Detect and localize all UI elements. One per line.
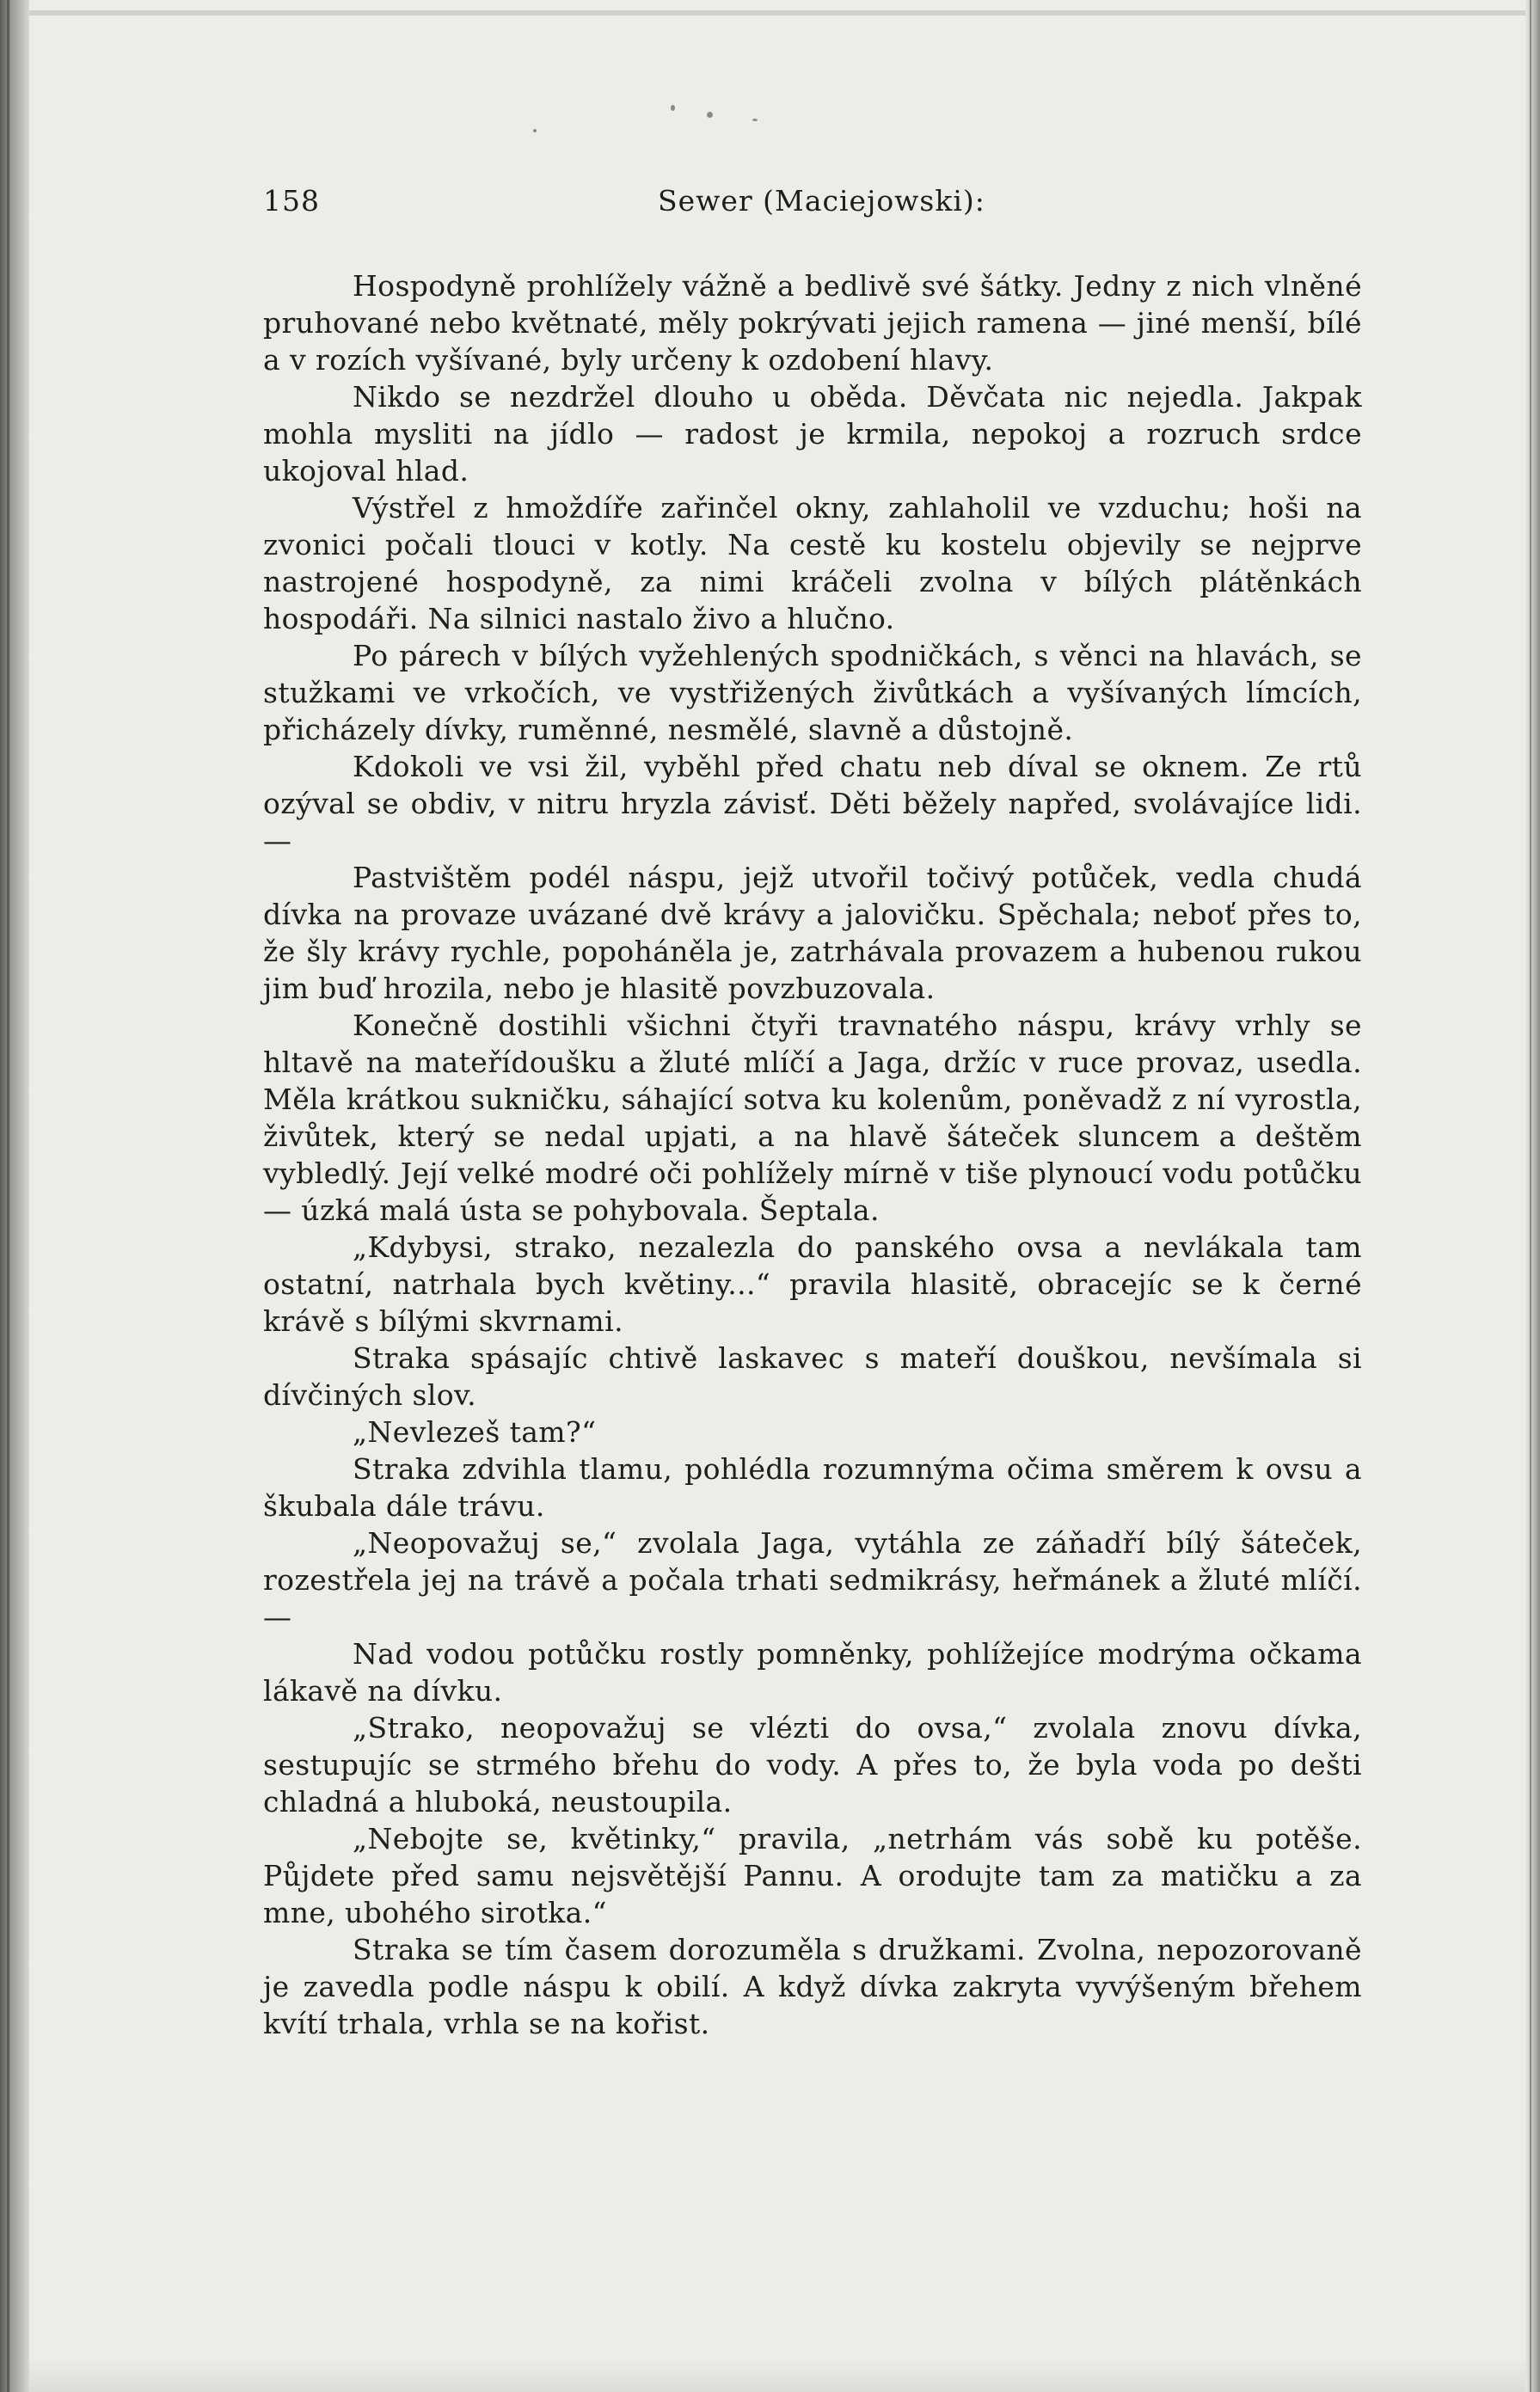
paragraph: Nikdo se nezdržel dlouho u oběda. Děvčata nic nejedla. Jakpak mohla mysliti na jídlo — radost je krmila, nepokoj a rozruch srdce ukojoval hlad. xyxy=(263,380,1362,488)
running-head: Sewer (Maciejowski): xyxy=(658,184,985,218)
paragraph: Konečně dostihli všichni čtyři travnatého náspu, krávy vrhly se hltavě na mateřídoušku a žluté mlíčí a Jaga, držíc v ruce provaz, usedla. Měla krátkou sukničku, sáhající sotva ku kolenům, poněvadž z ní vyrostla, živůtek, který se nedal upjati, a na hlavě šáteček sluncem a deštěm vybledlý. Její velké modré oči pohlížely mírně v tiše plynoucí vodu potůčku — úzká malá ústa se pohybovala. Šeptala. xyxy=(263,1009,1362,1227)
paragraph: „Neopovažuj se,“ zvolala Jaga, vytáhla ze záňadří bílý šáteček, rozestřela jej na trávě a počala trhati sedmikrásy, heřmánek a žluté mlíčí. — xyxy=(263,1526,1362,1634)
binding-shadow xyxy=(0,0,29,2392)
paragraph: Pastvištěm podél náspu, jejž utvořil točivý potůček, vedla chudá dívka na provaze uvázané dvě krávy a jalovičku. Spěchala; neboť přes to, že šly krávy rychle, popoháněla je, zatrhávala provazem a hubenou rukou jim buď hrozila, nebo je hlasitě povzbuzovala. xyxy=(263,861,1362,1005)
page-header xyxy=(263,184,1367,225)
scan-specks xyxy=(671,103,774,155)
speck-dot xyxy=(533,129,537,132)
paragraph: „Kdybysi, strako, nezalezla do panského ovsa a nevlákala tam ostatní, natrhala bych květiny...“ pravila hlasitě, obracejíc se k černé krávě s bílými skvrnami. xyxy=(263,1230,1362,1338)
paragraph: Nad vodou potůčku rostly pomněnky, pohlížejíce modrýma očkama lákavě na dívku. xyxy=(263,1637,1362,1708)
binding-line xyxy=(7,0,9,2392)
page-number: 158 xyxy=(263,184,320,218)
page-right-edge-line xyxy=(1530,0,1531,2392)
speck-dot xyxy=(707,112,713,118)
paragraph: Straka se tím časem dorozuměla s družkami. Zvolna, nepozorovaně je zavedla podle náspu k obilí. A když dívka zakryta vyvýšeným břehem kvítí trhala, vrhla se na kořist. xyxy=(263,1933,1362,2040)
paragraph: „Nebojte se, květinky,“ pravila, „netrhám vás sobě ku potěše. Půjdete před samu nejsvětější Pannu. A orodujte tam za matičku a za mne, ubohého sirotka.“ xyxy=(263,1822,1362,1929)
paragraph: Po párech v bílých vyžehlených spodničkách, s věnci na hlavách, se stužkami ve vrkočích, ve vystřižených živůtkách a vyšívaných límcích, přicházely dívky, ruměnné, nesmělé, slavně a důstojně. xyxy=(263,639,1362,746)
top-scan-shadow xyxy=(29,10,1525,15)
paragraph: Straka zdvihla tlamu, pohlédla rozumnýma očima směrem k ovsu a škubala dále trávu. xyxy=(263,1452,1362,1523)
paragraph: Výstřel z hmoždíře zařinčel okny, zahlaholil ve vzduchu; hoši na zvonici počali tlouci v kotly. Na cestě ku kostelu objevily se nejprve nastrojené hospodyně, za nimi kráčeli zvolna v bílých plátěnkách hospodáři. Na silnici nastalo živo a hlučno. xyxy=(263,491,1362,635)
paragraph: Straka spásajíc chtivě laskavec s mateří douškou, nevšímala si dívčiných slov. xyxy=(263,1341,1362,1412)
paragraph: Kdokoli ve vsi žil, vyběhl před chatu neb díval se oknem. Ze rtů ozýval se obdiv, v nitru hryzla závisť. Děti běžely napřed, svolávajíce lidi. — xyxy=(263,750,1362,857)
paragraph: Hospodyně prohlížely vážně a bedlivě své šátky. Jedny z nich vlněné pruhované nebo květnaté, měly pokrývati jejich ramena — jiné menší, bílé a v rozích vyšívané, byly určeny k ozdobení hlavy. xyxy=(263,269,1362,377)
speck-dot xyxy=(671,105,675,111)
paragraph: „Nevlezeš tam?“ xyxy=(353,1415,597,1449)
paragraph: „Strako, neopovažuj se vlézti do ovsa,“ zvolala znovu dívka, sestupujíc se strmého břehu do vody. A přes to, že byla voda po dešti chladná a hluboká, neustoupila. xyxy=(263,1711,1362,1819)
bottom-scan-shadow xyxy=(29,2358,1525,2392)
page-right-edge xyxy=(1525,0,1540,2392)
body-text xyxy=(263,267,1362,2042)
speck-dot xyxy=(752,119,758,121)
